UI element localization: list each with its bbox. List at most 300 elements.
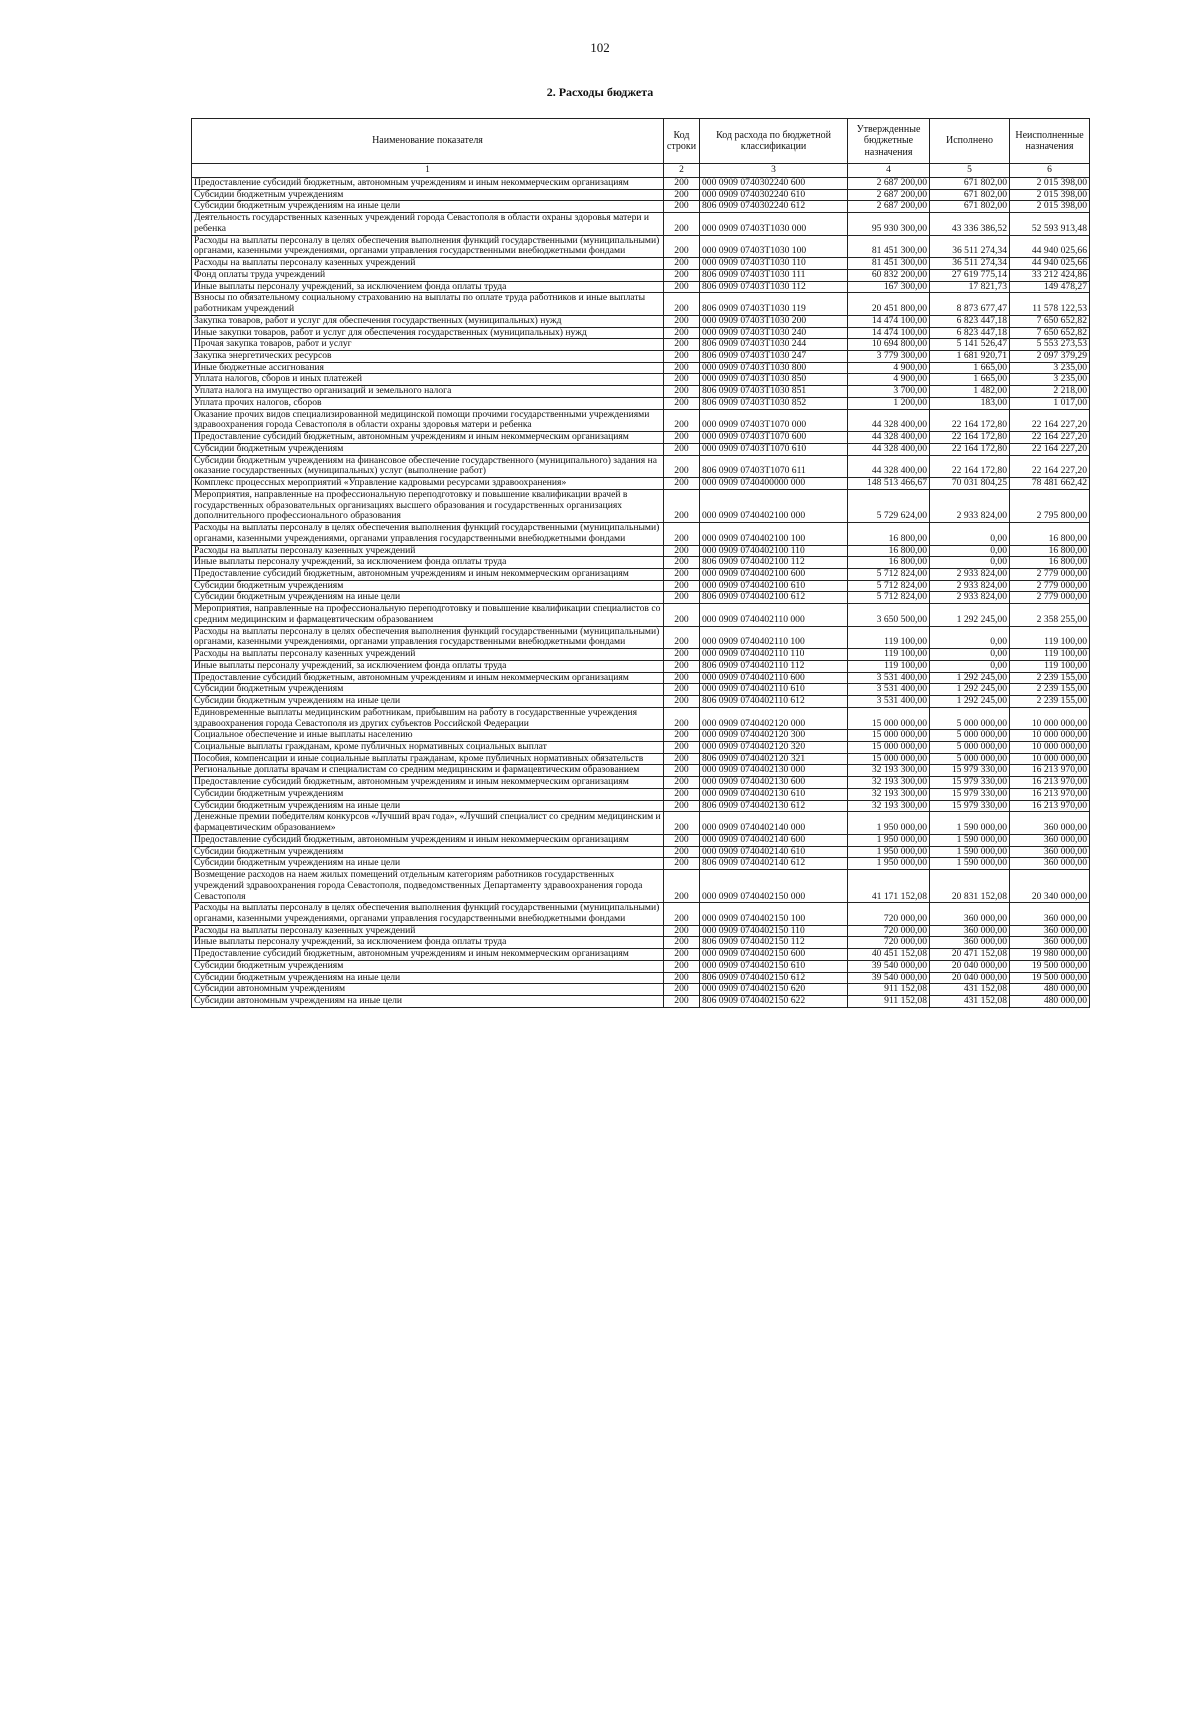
row-expense-code: 000 0909 0740402140 600 (700, 834, 848, 846)
row-approved: 119 100,00 (848, 660, 930, 672)
row-approved: 911 152,08 (848, 996, 930, 1008)
row-name: Расходы на выплаты персоналу в целях обеспечения выполнения функций государственными (муниципальными) органами, казенными учреждениями, органами управления государственными внебюджетными фондами (192, 903, 664, 925)
row-line-code: 200 (664, 293, 700, 315)
column-number: 2 (664, 164, 700, 178)
row-expense-code: 000 0909 0740402100 600 (700, 568, 848, 580)
row-unexecuted: 16 800,00 (1010, 523, 1090, 545)
row-executed: 2 933 824,00 (930, 568, 1010, 580)
row-name: Субсидии автономным учреждениям на иные цели (192, 996, 664, 1008)
table-row (192, 362, 1090, 374)
row-approved: 15 000 000,00 (848, 753, 930, 765)
row-expense-code: 000 0909 0740402110 110 (700, 649, 848, 661)
row-executed: 1 681 920,71 (930, 351, 1010, 363)
row-line-code: 200 (664, 753, 700, 765)
row-name: Комплекс процессных мероприятий «Управление кадровыми ресурсами здравоохранения» (192, 478, 664, 490)
row-name: Уплата налогов, сборов и иных платежей (192, 374, 664, 386)
table-row (192, 397, 1090, 409)
row-approved: 32 193 300,00 (848, 800, 930, 812)
row-expense-code: 000 0909 0740402120 300 (700, 730, 848, 742)
row-name: Предоставление субсидий бюджетным, автономным учреждениям и иным некоммерческим организациям (192, 949, 664, 961)
table-row (192, 937, 1090, 949)
table-row (192, 201, 1090, 213)
row-line-code: 200 (664, 707, 700, 729)
row-executed: 6 823 447,18 (930, 315, 1010, 327)
row-unexecuted: 11 578 122,53 (1010, 293, 1090, 315)
row-name: Иные выплаты персоналу учреждений, за исключением фонда оплаты труда (192, 937, 664, 949)
table-row (192, 684, 1090, 696)
row-unexecuted: 7 650 652,82 (1010, 315, 1090, 327)
row-line-code: 200 (664, 626, 700, 648)
row-executed: 15 979 330,00 (930, 788, 1010, 800)
row-line-code: 200 (664, 568, 700, 580)
row-unexecuted: 480 000,00 (1010, 996, 1090, 1008)
row-unexecuted: 16 213 970,00 (1010, 777, 1090, 789)
row-name: Уплата прочих налогов, сборов (192, 397, 664, 409)
row-executed: 22 164 172,80 (930, 443, 1010, 455)
row-approved: 44 328 400,00 (848, 443, 930, 455)
header-expense-code: Код расхода по бюджетной классификации (700, 119, 848, 164)
header-indicator-name: Наименование показателя (192, 119, 664, 164)
row-name: Субсидии бюджетным учреждениям (192, 189, 664, 201)
row-approved: 4 900,00 (848, 362, 930, 374)
table-row (192, 765, 1090, 777)
row-executed: 22 164 172,80 (930, 409, 1010, 431)
row-expense-code: 000 0909 0740402100 000 (700, 489, 848, 522)
row-name: Субсидии автономным учреждениям (192, 984, 664, 996)
row-unexecuted: 360 000,00 (1010, 937, 1090, 949)
row-unexecuted: 2 015 398,00 (1010, 201, 1090, 213)
row-approved: 3 531 400,00 (848, 684, 930, 696)
table-row (192, 213, 1090, 235)
row-executed: 15 979 330,00 (930, 777, 1010, 789)
row-expense-code: 806 0909 0740402150 622 (700, 996, 848, 1008)
row-expense-code: 806 0909 0740402150 112 (700, 937, 848, 949)
row-executed: 671 802,00 (930, 189, 1010, 201)
row-name: Закупка товаров, работ и услуг для обеспечения государственных (муниципальных) нужд (192, 315, 664, 327)
row-unexecuted: 44 940 025,66 (1010, 235, 1090, 257)
row-executed: 183,00 (930, 397, 1010, 409)
table-row (192, 409, 1090, 431)
row-unexecuted: 16 213 970,00 (1010, 800, 1090, 812)
row-expense-code: 000 0909 0740402130 000 (700, 765, 848, 777)
row-expense-code: 000 0909 07403Т1070 610 (700, 443, 848, 455)
table-row (192, 996, 1090, 1008)
row-executed: 70 031 804,25 (930, 478, 1010, 490)
row-expense-code: 806 0909 0740402150 612 (700, 972, 848, 984)
table-row (192, 903, 1090, 925)
row-line-code: 200 (664, 903, 700, 925)
row-approved: 81 451 300,00 (848, 235, 930, 257)
section-title: 2. Расходы бюджета (546, 85, 654, 99)
row-line-code: 200 (664, 327, 700, 339)
row-approved: 16 800,00 (848, 545, 930, 557)
table-row (192, 339, 1090, 351)
row-executed: 43 336 386,52 (930, 213, 1010, 235)
row-unexecuted: 20 340 000,00 (1010, 870, 1090, 903)
row-unexecuted: 10 000 000,00 (1010, 730, 1090, 742)
row-expense-code: 000 0909 0740402120 320 (700, 741, 848, 753)
row-unexecuted: 10 000 000,00 (1010, 753, 1090, 765)
row-unexecuted: 149 478,27 (1010, 281, 1090, 293)
row-unexecuted: 119 100,00 (1010, 660, 1090, 672)
table-row (192, 568, 1090, 580)
row-executed: 8 873 677,47 (930, 293, 1010, 315)
row-approved: 3 779 300,00 (848, 351, 930, 363)
row-expense-code: 000 0909 0740402150 610 (700, 960, 848, 972)
table-row (192, 592, 1090, 604)
row-name: Предоставление субсидий бюджетным, автономным учреждениям и иным некоммерческим организациям (192, 777, 664, 789)
row-expense-code: 806 0909 07403Т1030 111 (700, 269, 848, 281)
row-name: Единовременные выплаты медицинским работникам, прибывшим на работу в государственные учреждения здравоохранения города Севастополя из других субъектов Российской Федерации (192, 707, 664, 729)
row-name: Субсидии бюджетным учреждениям (192, 846, 664, 858)
row-line-code: 200 (664, 777, 700, 789)
row-approved: 720 000,00 (848, 937, 930, 949)
row-line-code: 200 (664, 523, 700, 545)
row-line-code: 200 (664, 984, 700, 996)
row-line-code: 200 (664, 684, 700, 696)
row-expense-code: 000 0909 07403Т1030 240 (700, 327, 848, 339)
row-line-code: 200 (664, 672, 700, 684)
row-executed: 20 831 152,08 (930, 870, 1010, 903)
header-approved: Утвержденные бюджетные назначения (848, 119, 930, 164)
row-executed: 5 000 000,00 (930, 741, 1010, 753)
row-executed: 1 292 245,00 (930, 696, 1010, 708)
row-approved: 95 930 300,00 (848, 213, 930, 235)
row-executed: 5 000 000,00 (930, 707, 1010, 729)
row-expense-code: 000 0909 0740402100 110 (700, 545, 848, 557)
row-executed: 1 665,00 (930, 362, 1010, 374)
row-unexecuted: 360 000,00 (1010, 812, 1090, 834)
table-row (192, 730, 1090, 742)
row-line-code: 200 (664, 235, 700, 257)
row-expense-code: 000 0909 0740302240 600 (700, 178, 848, 190)
row-name: Закупка энергетических ресурсов (192, 351, 664, 363)
row-name: Расходы на выплаты персоналу в целях обеспечения выполнения функций государственными (муниципальными) органами, казенными учреждениями, органами управления государственными внебюджетными фондами (192, 235, 664, 257)
row-expense-code: 806 0909 0740402140 612 (700, 858, 848, 870)
row-name: Субсидии бюджетным учреждениям на иные цели (192, 696, 664, 708)
row-line-code: 200 (664, 339, 700, 351)
row-expense-code: 000 0909 0740402140 000 (700, 812, 848, 834)
table-row (192, 649, 1090, 661)
row-line-code: 200 (664, 846, 700, 858)
row-executed: 1 590 000,00 (930, 846, 1010, 858)
row-name: Расходы на выплаты персоналу в целях обеспечения выполнения функций государственными (муниципальными) органами, казенными учреждениями, органами управления государственными внебюджетными фондами (192, 626, 664, 648)
row-unexecuted: 3 235,00 (1010, 362, 1090, 374)
row-approved: 16 800,00 (848, 557, 930, 569)
row-executed: 0,00 (930, 557, 1010, 569)
row-expense-code: 000 0909 0740402150 100 (700, 903, 848, 925)
row-unexecuted: 16 213 970,00 (1010, 788, 1090, 800)
row-expense-code: 000 0909 0740402150 620 (700, 984, 848, 996)
row-expense-code: 000 0909 0740402110 600 (700, 672, 848, 684)
table-row (192, 258, 1090, 270)
row-line-code: 200 (664, 580, 700, 592)
row-approved: 2 687 200,00 (848, 178, 930, 190)
row-executed: 2 933 824,00 (930, 489, 1010, 522)
row-line-code: 200 (664, 696, 700, 708)
row-executed: 360 000,00 (930, 937, 1010, 949)
row-name: Расходы на выплаты персоналу казенных учреждений (192, 925, 664, 937)
row-line-code: 200 (664, 315, 700, 327)
table-row (192, 489, 1090, 522)
row-line-code: 200 (664, 765, 700, 777)
row-expense-code: 000 0909 0740302240 610 (700, 189, 848, 201)
row-executed: 5 000 000,00 (930, 730, 1010, 742)
row-approved: 2 687 200,00 (848, 189, 930, 201)
row-name: Иные выплаты персоналу учреждений, за исключением фонда оплаты труда (192, 281, 664, 293)
row-name: Уплата налога на имущество организаций и земельного налога (192, 386, 664, 398)
row-expense-code: 000 0909 0740402150 110 (700, 925, 848, 937)
row-name: Возмещение расходов на наем жилых помещений отдельным категориям работников государственных учреждений здравоохранения города Севастополя, подведомственных Департаменту здравоохранения города Севастополя (192, 870, 664, 903)
row-approved: 32 193 300,00 (848, 777, 930, 789)
row-line-code: 200 (664, 800, 700, 812)
row-expense-code: 806 0909 0740402100 112 (700, 557, 848, 569)
row-expense-code: 806 0909 07403Т1030 119 (700, 293, 848, 315)
table-row (192, 178, 1090, 190)
row-unexecuted: 2 358 255,00 (1010, 604, 1090, 626)
row-approved: 5 712 824,00 (848, 580, 930, 592)
row-expense-code: 000 0909 07403Т1030 800 (700, 362, 848, 374)
row-line-code: 200 (664, 455, 700, 477)
header-executed: Исполнено (930, 119, 1010, 164)
row-expense-code: 806 0909 0740402110 112 (700, 660, 848, 672)
table-row (192, 949, 1090, 961)
row-name: Иные закупки товаров, работ и услуг для обеспечения государственных (муниципальных) нужд (192, 327, 664, 339)
row-name: Социальные выплаты гражданам, кроме публичных нормативных социальных выплат (192, 741, 664, 753)
row-expense-code: 806 0909 0740402130 612 (700, 800, 848, 812)
row-line-code: 200 (664, 374, 700, 386)
row-approved: 32 193 300,00 (848, 765, 930, 777)
row-executed: 1 292 245,00 (930, 604, 1010, 626)
row-line-code: 200 (664, 960, 700, 972)
row-executed: 431 152,08 (930, 984, 1010, 996)
row-expense-code: 806 0909 07403Т1030 851 (700, 386, 848, 398)
row-unexecuted: 2 097 379,29 (1010, 351, 1090, 363)
row-executed: 5 000 000,00 (930, 753, 1010, 765)
row-line-code: 200 (664, 351, 700, 363)
row-approved: 4 900,00 (848, 374, 930, 386)
table-row (192, 351, 1090, 363)
row-approved: 81 451 300,00 (848, 258, 930, 270)
row-unexecuted: 2 779 000,00 (1010, 568, 1090, 580)
row-name: Субсидии бюджетным учреждениям на иные цели (192, 972, 664, 984)
table-row (192, 672, 1090, 684)
table-body (192, 178, 1090, 1008)
row-expense-code: 000 0909 07403Т1070 600 (700, 432, 848, 444)
row-line-code: 200 (664, 741, 700, 753)
row-executed: 15 979 330,00 (930, 765, 1010, 777)
row-name: Оказание прочих видов специализированной медицинской помощи прочими государственными учреждениями здравоохранения города Севастополя в области охраны здоровья матери и ребенка (192, 409, 664, 431)
row-name: Расходы на выплаты персоналу в целях обеспечения выполнения функций государственными (муниципальными) органами, казенными учреждениями, органами управления государственными внебюджетными фондами (192, 523, 664, 545)
row-name: Фонд оплаты труда учреждений (192, 269, 664, 281)
row-approved: 1 200,00 (848, 397, 930, 409)
table-row (192, 327, 1090, 339)
row-unexecuted: 19 500 000,00 (1010, 972, 1090, 984)
row-expense-code: 806 0909 0740402110 612 (700, 696, 848, 708)
row-executed: 1 482,00 (930, 386, 1010, 398)
row-expense-code: 000 0909 0740402110 000 (700, 604, 848, 626)
table-row (192, 432, 1090, 444)
row-executed: 1 292 245,00 (930, 672, 1010, 684)
row-approved: 39 540 000,00 (848, 960, 930, 972)
row-line-code: 200 (664, 870, 700, 903)
row-executed: 360 000,00 (930, 925, 1010, 937)
table-row (192, 870, 1090, 903)
row-unexecuted: 2 795 800,00 (1010, 489, 1090, 522)
row-line-code: 200 (664, 730, 700, 742)
row-line-code: 200 (664, 178, 700, 190)
table-row (192, 788, 1090, 800)
row-unexecuted: 22 164 227,20 (1010, 455, 1090, 477)
row-name: Денежные премии победителям конкурсов «Лучший врач года», «Лучший специалист со средним медицинским и фармацевтическим образованием» (192, 812, 664, 834)
row-unexecuted: 119 100,00 (1010, 649, 1090, 661)
row-name: Пособия, компенсации и иные социальные выплаты гражданам, кроме публичных нормативных обязательств (192, 753, 664, 765)
row-approved: 119 100,00 (848, 626, 930, 648)
row-executed: 431 152,08 (930, 996, 1010, 1008)
row-expense-code: 806 0909 07403Т1030 247 (700, 351, 848, 363)
row-approved: 14 474 100,00 (848, 315, 930, 327)
row-executed: 5 141 526,47 (930, 339, 1010, 351)
table-row (192, 972, 1090, 984)
row-expense-code: 000 0909 0740402100 100 (700, 523, 848, 545)
table-row (192, 812, 1090, 834)
table-row (192, 800, 1090, 812)
column-number: 3 (700, 164, 848, 178)
row-executed: 671 802,00 (930, 201, 1010, 213)
row-approved: 1 950 000,00 (848, 858, 930, 870)
row-expense-code: 000 0909 0740402110 100 (700, 626, 848, 648)
row-unexecuted: 16 213 970,00 (1010, 765, 1090, 777)
row-name: Субсидии бюджетным учреждениям на иные цели (192, 858, 664, 870)
row-executed: 1 292 245,00 (930, 684, 1010, 696)
row-line-code: 200 (664, 409, 700, 431)
row-line-code: 200 (664, 972, 700, 984)
row-expense-code: 000 0909 07403Т1030 100 (700, 235, 848, 257)
row-unexecuted: 480 000,00 (1010, 984, 1090, 996)
row-executed: 22 164 172,80 (930, 432, 1010, 444)
row-approved: 3 650 500,00 (848, 604, 930, 626)
row-line-code: 200 (664, 443, 700, 455)
row-expense-code: 000 0909 0740402100 610 (700, 580, 848, 592)
row-executed: 22 164 172,80 (930, 455, 1010, 477)
row-unexecuted: 33 212 424,86 (1010, 269, 1090, 281)
row-name: Предоставление субсидий бюджетным, автономным учреждениям и иным некоммерческим организациям (192, 834, 664, 846)
row-name: Субсидии бюджетным учреждениям на иные цели (192, 800, 664, 812)
row-unexecuted: 7 650 652,82 (1010, 327, 1090, 339)
row-unexecuted: 1 017,00 (1010, 397, 1090, 409)
row-approved: 3 531 400,00 (848, 672, 930, 684)
row-executed: 0,00 (930, 649, 1010, 661)
row-expense-code: 000 0909 07403Т1030 850 (700, 374, 848, 386)
row-unexecuted: 16 800,00 (1010, 545, 1090, 557)
row-name: Расходы на выплаты персоналу казенных учреждений (192, 649, 664, 661)
row-executed: 20 040 000,00 (930, 972, 1010, 984)
row-expense-code: 000 0909 0740402140 610 (700, 846, 848, 858)
row-line-code: 200 (664, 925, 700, 937)
row-line-code: 200 (664, 649, 700, 661)
row-approved: 5 712 824,00 (848, 568, 930, 580)
header-unexecuted: Неисполненные назначения (1010, 119, 1090, 164)
row-name: Расходы на выплаты персоналу казенных учреждений (192, 545, 664, 557)
row-executed: 0,00 (930, 660, 1010, 672)
row-unexecuted: 2 239 155,00 (1010, 684, 1090, 696)
table-row (192, 925, 1090, 937)
row-unexecuted: 360 000,00 (1010, 858, 1090, 870)
row-expense-code: 000 0909 07403Т1030 110 (700, 258, 848, 270)
row-unexecuted: 78 481 662,42 (1010, 478, 1090, 490)
row-expense-code: 000 0909 07403Т1030 200 (700, 315, 848, 327)
row-expense-code: 000 0909 0740402150 600 (700, 949, 848, 961)
row-name: Субсидии бюджетным учреждениям (192, 684, 664, 696)
row-name: Предоставление субсидий бюджетным, автономным учреждениям и иным некоммерческим организациям (192, 432, 664, 444)
row-line-code: 200 (664, 362, 700, 374)
column-number: 6 (1010, 164, 1090, 178)
row-approved: 2 687 200,00 (848, 201, 930, 213)
row-unexecuted: 22 164 227,20 (1010, 443, 1090, 455)
row-approved: 39 540 000,00 (848, 972, 930, 984)
row-line-code: 200 (664, 545, 700, 557)
row-unexecuted: 2 779 000,00 (1010, 580, 1090, 592)
row-approved: 720 000,00 (848, 925, 930, 937)
row-line-code: 200 (664, 189, 700, 201)
row-line-code: 200 (664, 478, 700, 490)
table-row (192, 834, 1090, 846)
row-executed: 27 619 775,14 (930, 269, 1010, 281)
row-executed: 360 000,00 (930, 903, 1010, 925)
row-line-code: 200 (664, 788, 700, 800)
row-unexecuted: 3 235,00 (1010, 374, 1090, 386)
row-unexecuted: 2 218,00 (1010, 386, 1090, 398)
column-number: 4 (848, 164, 930, 178)
row-line-code: 200 (664, 996, 700, 1008)
row-expense-code: 806 0909 07403Т1030 112 (700, 281, 848, 293)
row-name: Субсидии бюджетным учреждениям на иные цели (192, 592, 664, 604)
row-line-code: 200 (664, 812, 700, 834)
row-approved: 10 694 800,00 (848, 339, 930, 351)
row-name: Предоставление субсидий бюджетным, автономным учреждениям и иным некоммерческим организациям (192, 568, 664, 580)
row-name: Иные выплаты персоналу учреждений, за исключением фонда оплаты труда (192, 557, 664, 569)
row-expense-code: 000 0909 0740402130 600 (700, 777, 848, 789)
table-row (192, 696, 1090, 708)
expenditure-table (191, 118, 1090, 1008)
row-executed: 1 590 000,00 (930, 812, 1010, 834)
table-row (192, 545, 1090, 557)
row-name: Региональные доплаты врачам и специалистам со средним медицинским и фармацевтическим образованием (192, 765, 664, 777)
page-number: 102 (590, 40, 610, 55)
table-row (192, 660, 1090, 672)
row-approved: 1 950 000,00 (848, 834, 930, 846)
row-approved: 1 950 000,00 (848, 812, 930, 834)
row-approved: 16 800,00 (848, 523, 930, 545)
header-row (192, 119, 1090, 164)
row-expense-code: 000 0909 0740402130 610 (700, 788, 848, 800)
row-line-code: 200 (664, 213, 700, 235)
table-row (192, 386, 1090, 398)
table-row (192, 557, 1090, 569)
row-approved: 20 451 800,00 (848, 293, 930, 315)
table-row (192, 281, 1090, 293)
table-row (192, 626, 1090, 648)
row-approved: 44 328 400,00 (848, 432, 930, 444)
row-approved: 5 712 824,00 (848, 592, 930, 604)
row-line-code: 200 (664, 858, 700, 870)
row-expense-code: 806 0909 0740402100 612 (700, 592, 848, 604)
row-executed: 15 979 330,00 (930, 800, 1010, 812)
row-approved: 119 100,00 (848, 649, 930, 661)
table-row (192, 523, 1090, 545)
row-unexecuted: 2 239 155,00 (1010, 672, 1090, 684)
row-executed: 20 040 000,00 (930, 960, 1010, 972)
